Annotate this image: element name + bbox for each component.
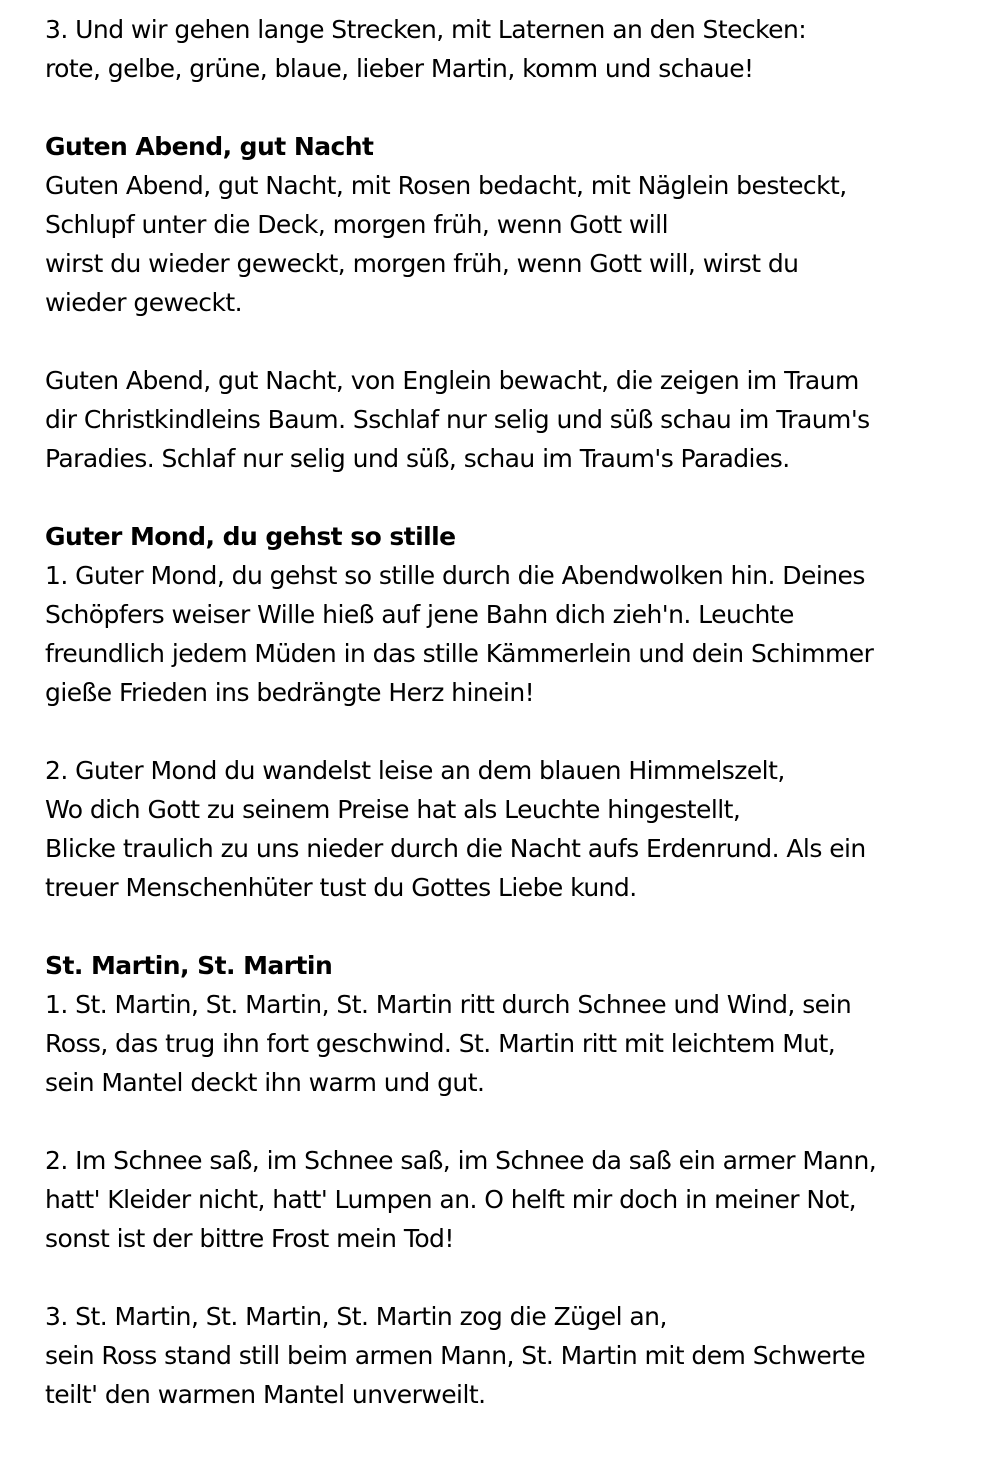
lyric-line: sein Mantel deckt ihn warm und gut. [45, 1068, 485, 1097]
stanza [45, 166, 990, 322]
lyric-line: sonst ist der bittre Frost mein Tod! [45, 1224, 454, 1253]
lyric-line: teilt' den warmen Mantel unverweilt. [45, 1380, 486, 1409]
stanza-gap [45, 88, 990, 127]
stanza-gap [45, 1258, 990, 1297]
lyric-line: Blicke traulich zu uns nieder durch die Nacht aufs Erdenrund. Als ein [45, 834, 866, 863]
stanza-gap [45, 478, 990, 517]
stanza [45, 985, 990, 1102]
stanza-gap [45, 907, 990, 946]
lyric-line: rote, gelbe, grüne, blaue, lieber Martin, komm und schaue! [45, 54, 754, 83]
stanza [45, 1297, 990, 1414]
lyric-line: Paradies. Schlaf nur selig und süß, schau im Traum's Paradies. [45, 444, 790, 473]
lyric-line: treuer Menschenhüter tust du Gottes Liebe kund. [45, 873, 637, 902]
lyric-line: wieder geweckt. [45, 288, 243, 317]
lyric-line: 3. St. Martin, St. Martin, St. Martin zog die Zügel an, [45, 1302, 667, 1331]
song-title: St. Martin, St. Martin [45, 951, 333, 980]
lyric-line: 1. Guter Mond, du gehst so stille durch die Abendwolken hin. Deines [45, 561, 865, 590]
stanza [45, 361, 990, 478]
song-title: Guter Mond, du gehst so stille [45, 522, 456, 551]
lyric-line: 2. Guter Mond du wandelst leise an dem blauen Himmelszelt, [45, 756, 785, 785]
lyric-line: dir Christkindleins Baum. Sschlaf nur selig und süß schau im Traum's [45, 405, 870, 434]
stanza [45, 556, 990, 712]
stanza-gap [45, 1102, 990, 1141]
lyric-line: 3. Und wir gehen lange Strecken, mit Laternen an den Stecken: [45, 15, 807, 44]
lyric-line: Guten Abend, gut Nacht, von Englein bewacht, die zeigen im Traum [45, 366, 859, 395]
stanza [45, 10, 990, 88]
lyric-line: freundlich jedem Müden in das stille Kämmerlein und dein Schimmer [45, 639, 874, 668]
stanza-gap [45, 712, 990, 751]
lyric-line: Schlupf unter die Deck, morgen früh, wenn Gott will [45, 210, 668, 239]
lyric-line: hatt' Kleider nicht, hatt' Lumpen an. O helft mir doch in meiner Not, [45, 1185, 856, 1214]
lyric-line: Guten Abend, gut Nacht, mit Rosen bedacht, mit Näglein besteckt, [45, 171, 847, 200]
lyric-line: 2. Im Schnee saß, im Schnee saß, im Schnee da saß ein armer Mann, [45, 1146, 877, 1175]
song-title: Guten Abend, gut Nacht [45, 132, 374, 161]
stanza [45, 751, 990, 907]
lyric-line: sein Ross stand still beim armen Mann, St. Martin mit dem Schwerte [45, 1341, 866, 1370]
stanza [45, 1141, 990, 1258]
lyric-line: Wo dich Gott zu seinem Preise hat als Leuchte hingestellt, [45, 795, 741, 824]
lyric-line: wirst du wieder geweckt, morgen früh, wenn Gott will, wirst du [45, 249, 799, 278]
lyric-line: Ross, das trug ihn fort geschwind. St. Martin ritt mit leichtem Mut, [45, 1029, 836, 1058]
lyric-line: gieße Frieden ins bedrängte Herz hinein! [45, 678, 535, 707]
lyric-line: Schöpfers weiser Wille hieß auf jene Bahn dich zieh'n. Leuchte [45, 600, 794, 629]
lyric-line: 1. St. Martin, St. Martin, St. Martin ritt durch Schnee und Wind, sein [45, 990, 852, 1019]
stanza-gap [45, 322, 990, 361]
song-document [45, 10, 990, 1414]
